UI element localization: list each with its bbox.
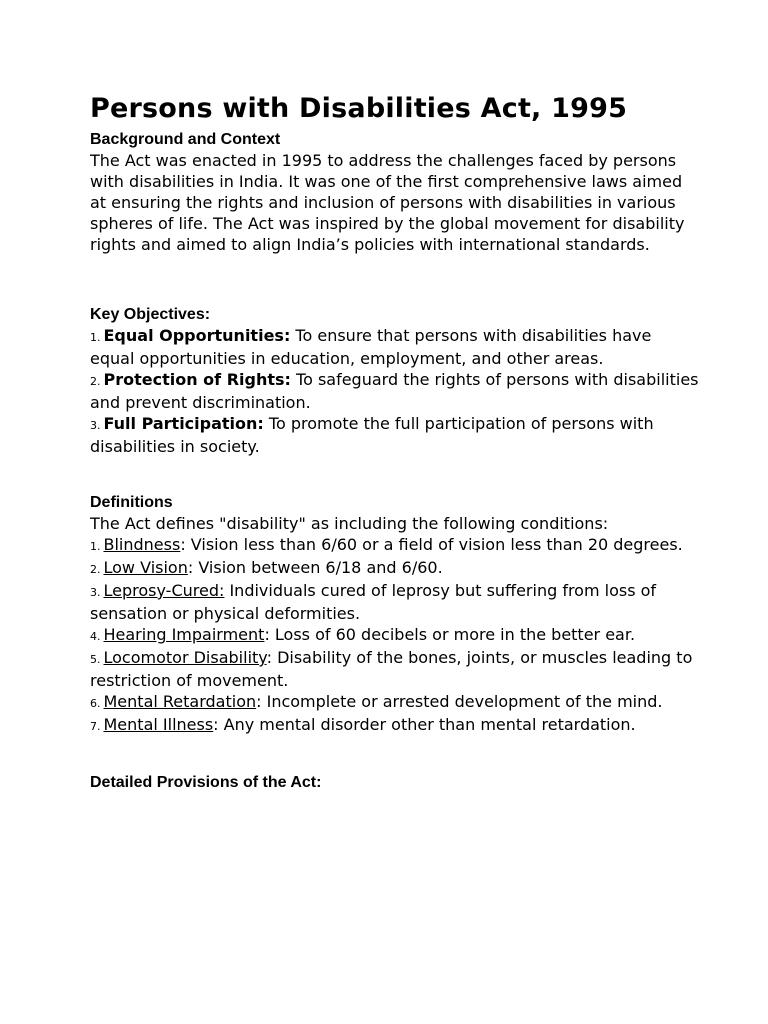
list-item: 1. Blindness: Vision less than 6/60 or a field of vision less than 20 degrees. — [90, 535, 683, 554]
objective-term: Full Participation: — [103, 414, 264, 433]
definition-term: Locomotor Disability — [103, 648, 267, 667]
list-item: 4. Hearing Impairment: Loss of 60 decibels or more in the better ear. — [90, 625, 636, 644]
definition-term: Mental Retardation — [103, 692, 257, 711]
definition-term: Low Vision — [103, 558, 188, 577]
objective-term: Protection of Rights: — [103, 370, 291, 389]
definition-term: Blindness — [103, 535, 181, 554]
list-item: 2. Low Vision: Vision between 6/18 and 6/60. — [90, 558, 443, 577]
list-item: 1. Equal Opportunities: To ensure that persons with disabilities have equal opportunities in education, employment, and other areas. — [90, 326, 652, 368]
list-item: 7. Mental Illness: Any mental disorder other than mental retardation. — [90, 715, 636, 734]
definitions-intro: The Act defines "disability" as including the following conditions: — [90, 514, 609, 533]
background-paragraph: The Act was enacted in 1995 to address the challenges faced by persons with disabilities in India. It was one of the first comprehensive laws aimed at ensuring the rights and inclusion of persons with disabilities in various spheres of life. The Act was inspired by the global movement for disability rights and aimed to align India’s policies with international standards. — [90, 151, 685, 254]
provisions-heading: Detailed Provisions of the Act: — [90, 774, 322, 791]
definitions-list — [90, 534, 700, 737]
list-item: 2. Protection of Rights: To safeguard the rights of persons with disabilities and prevent discrimination. — [90, 370, 699, 412]
list-item: 6. Mental Retardation: Incomplete or arrested development of the mind. — [90, 692, 663, 711]
background-heading: Background and Context — [90, 131, 281, 148]
document-body — [90, 92, 700, 793]
definitions-heading: Definitions — [90, 494, 173, 511]
definition-term: Mental Illness — [103, 715, 214, 734]
page-title: Persons with Disabilities Act, 1995 — [90, 93, 628, 124]
definition-term: Leprosy-Cured: — [103, 581, 225, 600]
objectives-list — [90, 325, 700, 457]
list-item: 5. Locomotor Disability: Disability of the bones, joints, or muscles leading to restriction of movement. — [90, 648, 693, 690]
objectives-heading: Key Objectives: — [90, 306, 211, 323]
list-item: 3. Leprosy-Cured: Individuals cured of leprosy but suffering from loss of sensation or physical deformities. — [90, 581, 657, 623]
objective-term: Equal Opportunities: — [103, 326, 291, 345]
list-item: 3. Full Participation: To promote the full participation of persons with disabilities in society. — [90, 414, 654, 456]
definition-term: Hearing Impairment — [103, 625, 265, 644]
